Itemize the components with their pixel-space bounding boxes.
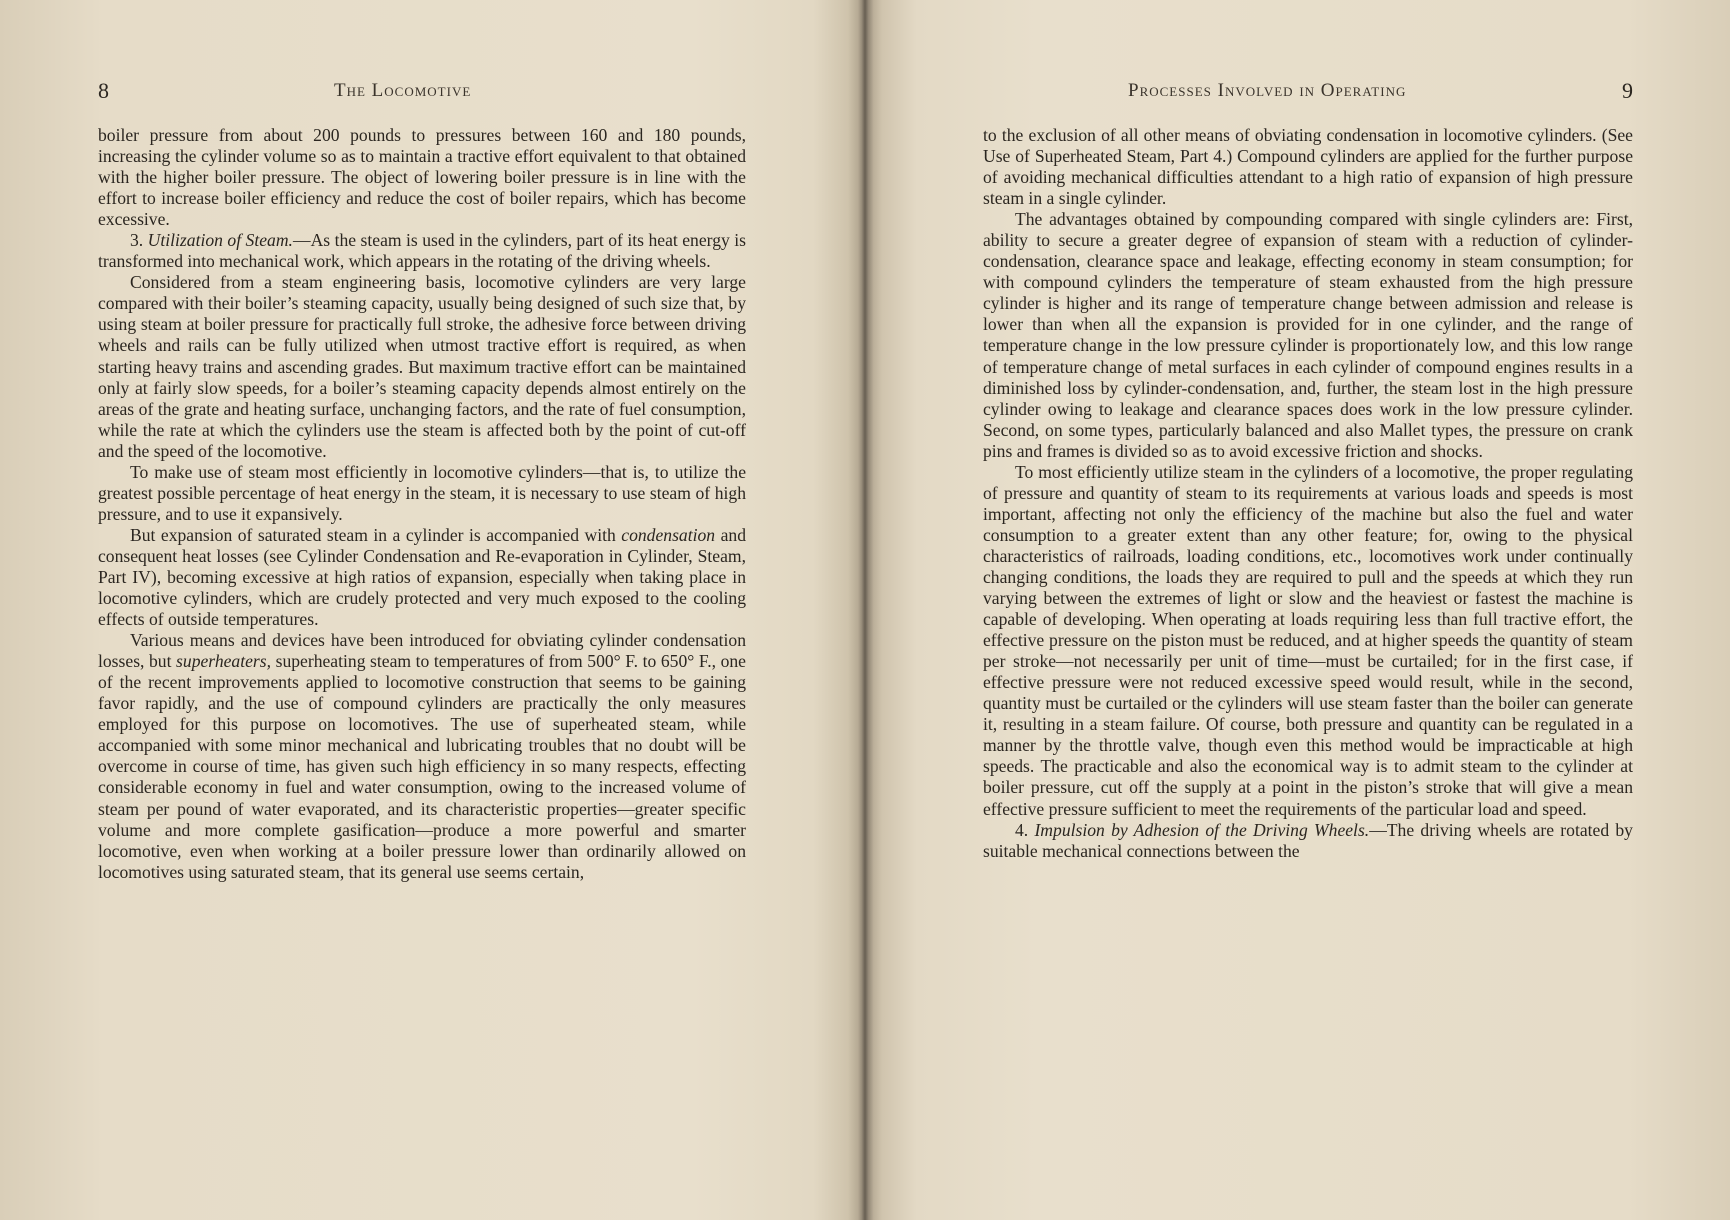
page-number: 8 <box>98 78 109 103</box>
section-heading: Impulsion by Adhesion of the Driving Wheels. <box>1034 819 1370 840</box>
running-head: Processes Involved in Operating <box>1128 80 1407 101</box>
paragraph: To make use of steam most efficiently in locomotive cylinders—that is, to utilize the greatest possible percentage of heat energy in the steam, it is necessary to use steam of high pressure, and to use it expansively. <box>98 461 746 524</box>
paragraph-section-4 <box>983 820 1633 862</box>
text-run: superheating steam to temperatures of from 500° F. to 650° F., one of the recent improvements applied to locomotive construction that seems to be gaining favor rapidly, and the use of compound cylinders are practically the only measures employed for this purpose on locomotives. The use of superheated steam, while accompanied with some minor mechanical and lubricating troubles that no doubt will be overcome in course of time, has given such high efficiency in so many respects, effecting considerable economy in fuel and water consumption, owing to the increased volume of steam per pound of water evaporated, and its characteristic properties—greater specific volume and more complete gasification—produce a more powerful and smarter locomotive, even when working at a boiler pressure lower than ordinarily allowed on locomotives using saturated steam, that its general use seems certain, <box>98 651 746 882</box>
text-run: and consequent heat losses (see Cylinder Condensation and Re-evaporation in Cylinder, Steam, Part IV), becoming excessive at high ratios of expansion, especially when taking place in locomotive cylinders, which are crudely protected and very much exposed to the cooling effects of outside temperatures. <box>98 524 747 630</box>
paragraph: The advantages obtained by compounding compared with single cylinders are: First, ability to secure a greater degree of expansion of steam with a reduction of cylinder-condensation, clearance space and leakage, effecting economy in steam consumption; for with compound cylinders the temperature of steam exhausted from the high pressure cylinder is higher and its range of temperature change between admission and release is lower than when all the expansion is provided for in one cylinder, and the range of temperature change in the low pressure cylinder is proportionately low, and this low range of temperature change of metal surfaces in each cylinder of compound engines results in a diminished loss by cylinder-condensation, and, further, the steam lost in the high pressure cylinder owing to leakage and clearance spaces does work in the low pressure cylinder. Second, on some types, particularly balanced and also Mallet types, the pressure on crank pins and frames is divided so as to avoid excessive friction and shocks. <box>983 209 1633 461</box>
right-page <box>870 0 1730 1220</box>
section-number: 3. <box>130 230 144 251</box>
paragraph-section-3 <box>98 230 746 272</box>
paragraph: Considered from a steam engineering basis, locomotive cylinders are very large compared with their boiler’s steaming capacity, usually being designed of such size that, by using steam at boiler pressure for practically full stroke, the adhesive force between driving wheels and rails can be fully utilized when utmost tractive effort is required, as when starting heavy trains and ascending grades. But maximum tractive effort can be maintained only at fairly slow speeds, for a boiler’s steaming capacity depends almost entirely on the areas of the grate and heating surface, unchanging factors, and the rate of fuel consumption, while the rate at which the cylinders use the steam is affected both by the point of cut-off and the speed of the locomotive. <box>98 272 746 461</box>
section-text: —As the steam is used in the cylinders, part of its heat energy is transformed into mechanical work, which appears in the rotating of the driving wheels. <box>98 230 746 272</box>
text-run: But expansion of saturated steam in a cylinder is accompanied with <box>130 524 616 545</box>
paragraph: boiler pressure from about 200 pounds to pressures between 160 and 180 pounds, increasing the cylinder volume so as to maintain a tractive effort equivalent to that obtained with the higher boiler pressure. The object of lowering boiler pressure is in line with the effort to increase boiler efficiency and reduce the cost of boiler repairs, which has become excessive. <box>98 125 746 230</box>
paragraph: To most efficiently utilize steam in the cylinders of a locomotive, the proper regulating of pressure and quantity of steam to its requirements at various loads and speeds is most important, affecting not only the efficiency of the machine but also the fuel and water consumption to a greater extent than any other feature; for, owing to the physical characteristics of railroads, loading conditions, etc., locomotives work under continually changing conditions, the loads they are required to pull and the speeds at which they run varying between the extremes of light or slow and the heaviest or fastest the machine is capable of developing. When operating at loads requiring less than full tractive effort, the effective pressure on the piston must be reduced, and at higher speeds the quantity of steam per stroke—not necessarily per unit of time—must be curtailed; for in the first case, if effective pressure were not reduced excessive speed would result, while in the second, quantity must be curtailed or the cylinders will use steam faster than the boiler can generate it, resulting in a steam failure. Of course, both pressure and quantity can be regulated in a manner by the throttle valve, though even this method would be impracticable at high speeds. The practicable and also the economical way is to admit steam to the cylinder at boiler pressure, cut off the supply at a point in the piston’s stroke that will give a mean effective pressure sufficient to meet the requirements of the particular load and speed. <box>983 461 1633 819</box>
text-run: Various means and devices have been introduced for obviating cylinder condensation losses, but <box>98 630 746 672</box>
page-body <box>98 125 746 883</box>
running-head: The Locomotive <box>334 80 472 101</box>
left-page <box>0 0 860 1220</box>
emphasis: superheaters, <box>176 651 272 672</box>
paragraph <box>98 630 746 883</box>
page-number: 9 <box>1622 78 1633 103</box>
emphasis: condensation <box>621 524 716 545</box>
paragraph: to the exclusion of all other means of obviating condensation in locomotive cylinders. (See Use of Superheated Steam, Part 4.) Compound cylinders are applied for the further purpose of avoiding mechanical difficulties attendant to a high ratio of expansion of high pressure steam in a single cylinder. <box>983 125 1633 209</box>
paragraph <box>98 525 746 630</box>
section-heading: Utilization of Steam. <box>147 230 293 251</box>
section-number: 4. <box>1015 819 1029 840</box>
page-body <box>983 125 1633 862</box>
section-text: —The driving wheels are rotated by suitable mechanical connections between the <box>983 819 1633 861</box>
